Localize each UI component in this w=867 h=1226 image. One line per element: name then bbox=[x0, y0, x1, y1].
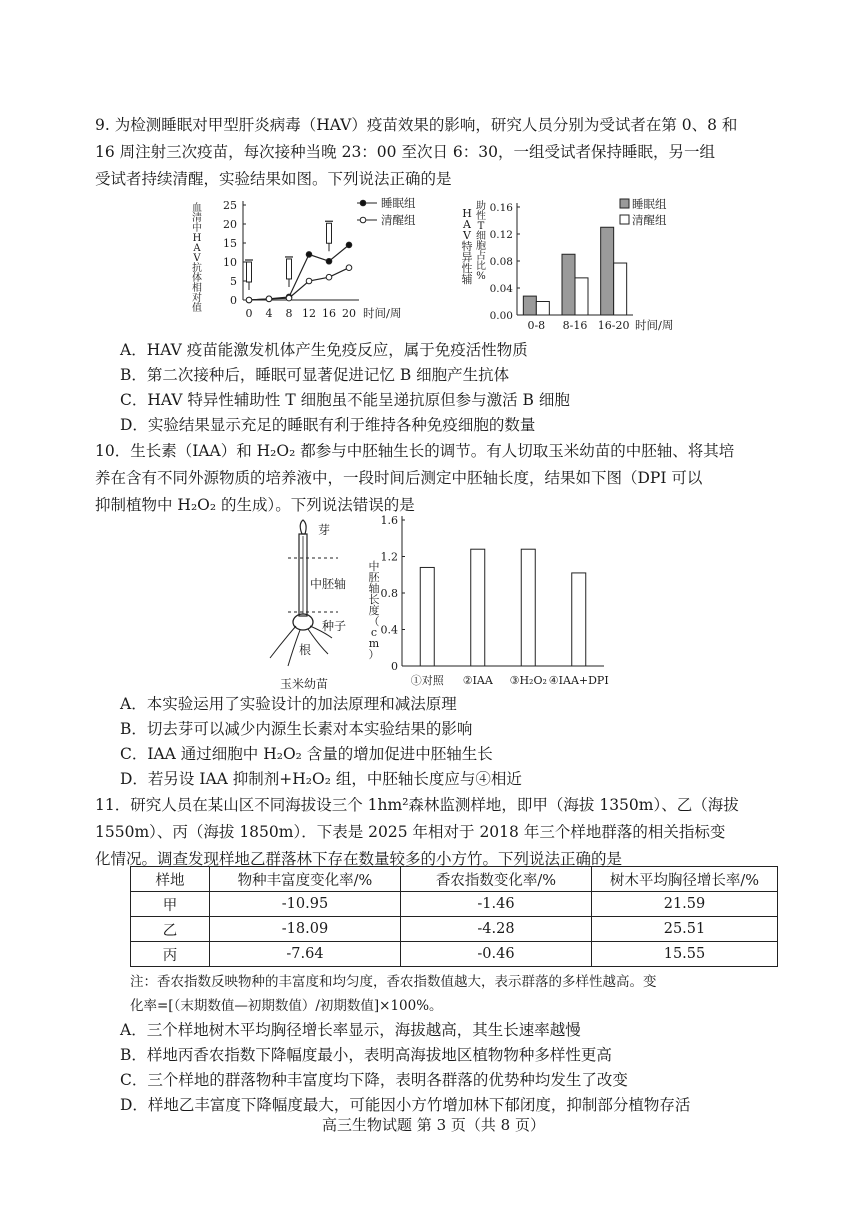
q11-option-c[interactable]: C．三个样地的群落物种丰富度均下降，表明各群落的优势种均发生了改变 bbox=[120, 1071, 628, 1089]
syringe-icon-barrel bbox=[327, 223, 332, 243]
table-cell: -10.95 bbox=[210, 892, 401, 917]
y-axis-label-col1 bbox=[462, 207, 473, 286]
q10-option-c[interactable]: C．IAA 通过细胞中 H₂O₂ 含量的增加促进中胚轴生长 bbox=[120, 745, 493, 763]
y-axis-label-col1-char: 性 bbox=[461, 262, 473, 275]
q9-line-3: 受试者持续清醒，实验结果如图。下列说法正确的是 bbox=[95, 170, 452, 188]
y-axis-label bbox=[192, 202, 202, 314]
y-tick-label: 10 bbox=[223, 256, 237, 269]
y-tick-label: 0.04 bbox=[489, 283, 513, 295]
seedling-caption: 玉米幼苗 bbox=[280, 677, 329, 691]
y-axis-label-col1-char: 辅 bbox=[461, 273, 473, 286]
question-9-stem bbox=[95, 112, 785, 193]
q10-line-2: 养在含有不同外源物质的培养液中，一段时间后测定中胚轴长度，结果如下图（DPI 可以 bbox=[95, 469, 703, 487]
table-note-line-2: 化率=[（末期数值—初期数值）/初期数值]×100%。 bbox=[130, 998, 443, 1014]
table-cell: 乙 bbox=[131, 917, 210, 942]
x-axis-label: 时间/周 bbox=[363, 306, 402, 320]
question-10-stem bbox=[95, 438, 785, 519]
data-point bbox=[246, 297, 252, 303]
table-cell: -4.28 bbox=[401, 917, 592, 942]
table-cell: 25.51 bbox=[592, 917, 778, 942]
y-tick-label: 5 bbox=[230, 275, 237, 288]
legend-label: 清醒组 bbox=[632, 213, 667, 227]
table-header: 香农指数变化率/% bbox=[401, 867, 592, 892]
y-axis-label-char: A bbox=[193, 243, 201, 254]
legend-label: 睡眠组 bbox=[381, 196, 416, 210]
y-tick-label: 15 bbox=[223, 237, 237, 250]
syringe-icon-barrel bbox=[247, 262, 252, 282]
table-cell: -1.46 bbox=[401, 892, 592, 917]
bar bbox=[614, 263, 627, 315]
y-axis-label-col2-char: 细 bbox=[476, 231, 486, 242]
table-cell: 15.55 bbox=[592, 942, 778, 967]
y-tick-label: 0.16 bbox=[489, 202, 513, 214]
syringe-icon bbox=[325, 221, 333, 251]
legend-swatch bbox=[620, 215, 629, 224]
y-axis-label-col2-char: % bbox=[476, 271, 486, 282]
y-axis-label-char: 轴 bbox=[368, 582, 380, 595]
y-axis-label-col2-char: 助 bbox=[476, 201, 486, 212]
y-axis-label-char: 抗 bbox=[192, 263, 202, 274]
table-row bbox=[131, 892, 778, 917]
bar bbox=[521, 549, 535, 666]
x-tick-label: 8 bbox=[285, 307, 293, 320]
y-tick-label: 0.8 bbox=[380, 587, 398, 600]
y-tick-label: 25 bbox=[223, 199, 237, 212]
y-axis-label-char: V bbox=[193, 253, 201, 264]
data-point bbox=[286, 295, 292, 301]
bar bbox=[562, 254, 575, 315]
y-axis-label-col2-char: T bbox=[477, 221, 485, 232]
y-tick-label: 0.4 bbox=[380, 623, 398, 637]
q10-line-3: 抑制植物中 H₂O₂ 的生成）。下列说法错误的是 bbox=[95, 496, 415, 514]
table-cell: -18.09 bbox=[210, 917, 401, 942]
y-tick-label: 0.08 bbox=[489, 256, 513, 268]
y-axis-label-char: （ bbox=[368, 615, 380, 628]
data-point bbox=[306, 252, 312, 258]
y-axis-label-col2-char: 比 bbox=[476, 261, 486, 272]
q10-line-1: 10．生长素（IAA）和 H₂O₂ 都参与中胚轴生长的调节。有人切取玉米幼苗的中胚轴、将其培 bbox=[95, 442, 735, 460]
y-axis-label-char: c bbox=[370, 626, 378, 639]
y-axis-label-col1-char: H bbox=[462, 207, 472, 220]
table-row bbox=[131, 942, 778, 967]
table-cell: -0.46 bbox=[401, 942, 592, 967]
y-tick-label: 0 bbox=[391, 660, 398, 673]
y-tick-label: 0 bbox=[230, 294, 237, 307]
table-note-line-1: 注：香农指数反映物种的丰富度和均匀度，香农指数值越大，表示群落的多样性越高。变 bbox=[130, 974, 657, 990]
y-axis-label-char: m bbox=[368, 637, 380, 650]
y-tick-label: 0.12 bbox=[489, 229, 513, 241]
y-axis-label-char: 对 bbox=[192, 293, 202, 304]
syringe-icon-barrel bbox=[287, 259, 292, 279]
q9-option-b[interactable]: B．第二次接种后，睡眠可显著促进记忆 B 细胞产生抗体 bbox=[120, 366, 510, 384]
x-tick-label: 0 bbox=[245, 307, 253, 320]
q10-option-b[interactable]: B．切去芽可以减少内源生长素对本实验结果的影响 bbox=[120, 720, 473, 738]
q11-option-d[interactable]: D．样地乙丰富度下降幅度最大，可能因小方竹增加林下郁闭度，抑制部分植物存活 bbox=[120, 1096, 691, 1114]
q11-option-a[interactable]: A．三个样地树木平均胸径增长率显示，海拔越高，其生长速率越慢 bbox=[120, 1021, 581, 1039]
y-axis-label-char: 度 bbox=[368, 604, 380, 617]
syringe-icon bbox=[285, 257, 293, 287]
bar bbox=[523, 296, 536, 315]
y-axis-label-col2-char: 胞 bbox=[476, 241, 486, 252]
bar bbox=[471, 549, 485, 666]
y-axis-label-col2-char: 性 bbox=[476, 211, 486, 222]
x-tick-label: ①对照 bbox=[410, 674, 444, 687]
y-axis-label-char: 胚 bbox=[368, 571, 380, 584]
x-tick-label: 4 bbox=[265, 307, 273, 320]
bar bbox=[420, 567, 434, 666]
series-line-1 bbox=[249, 245, 349, 300]
x-tick-label: ③H₂O₂ bbox=[509, 674, 547, 687]
table-cell: 21.59 bbox=[592, 892, 778, 917]
data-point bbox=[346, 242, 352, 248]
y-axis-label-col1-char: V bbox=[463, 229, 471, 242]
y-axis-label-col2-char: 占 bbox=[476, 251, 486, 262]
q10-option-a[interactable]: A．本实验运用了实验设计的加法原理和减法原理 bbox=[120, 695, 457, 713]
legend-marker bbox=[360, 200, 366, 206]
y-axis-label-col1-char: 特 bbox=[461, 240, 473, 253]
y-axis-label-char: 长 bbox=[368, 593, 380, 606]
q11-line-1: 11．研究人员在某山区不同海拔设三个 1hm²森林监测样地，即甲（海拔 1350m）、乙（海拔 bbox=[95, 796, 739, 814]
y-tick-label: 1.2 bbox=[380, 550, 398, 564]
y-tick-label: 0.00 bbox=[489, 310, 513, 322]
q10-option-d[interactable]: D．若另设 IAA 抑制剂+H₂O₂ 组，中胚轴长度应与④相近 bbox=[120, 770, 522, 788]
y-axis-label-char: 中 bbox=[192, 223, 202, 234]
y-axis-label-col1-char: A bbox=[463, 218, 471, 231]
x-tick-label: 16-20 bbox=[597, 319, 630, 332]
x-tick-label: 20 bbox=[342, 307, 356, 320]
table-row bbox=[131, 917, 778, 942]
y-axis-label-col2 bbox=[476, 199, 486, 282]
q11-option-b[interactable]: B．样地丙香农指数下降幅度最小，表明高海拔地区植物物种多样性更高 bbox=[120, 1046, 612, 1064]
question-11-stem bbox=[95, 792, 785, 873]
table-header: 物种丰富度变化率/% bbox=[210, 867, 401, 892]
y-axis-label-char: 体 bbox=[192, 273, 202, 284]
data-point bbox=[326, 258, 332, 264]
y-axis-label-char: 相 bbox=[192, 283, 202, 294]
q9-option-d[interactable]: D．实验结果显示充足的睡眠有利于维持各种免疫细胞的数量 bbox=[120, 416, 536, 434]
root-label: 根 bbox=[299, 643, 312, 657]
bar bbox=[572, 573, 586, 666]
y-axis-label bbox=[369, 559, 381, 661]
y-axis-label-char: H bbox=[192, 233, 202, 244]
x-tick-label: 8-16 bbox=[562, 319, 588, 332]
x-tick-label: ④IAA+DPI bbox=[548, 674, 609, 687]
x-tick-label: 0-8 bbox=[527, 319, 546, 332]
x-tick-label: 12 bbox=[302, 307, 316, 320]
table-cell: 甲 bbox=[131, 892, 210, 917]
seed-label: 种子 bbox=[322, 619, 347, 633]
antibody-line-chart bbox=[185, 195, 425, 340]
y-tick-label: 20 bbox=[223, 218, 237, 231]
helper-t-cell-bar-chart bbox=[455, 195, 695, 340]
q9-line-2: 16 周注射三次疫苗，每次接种当晚 23：00 至次日 6：30，一组受试者保持睡眠，另一组 bbox=[95, 143, 715, 161]
x-axis-label: 时间/周 bbox=[635, 318, 674, 332]
y-axis-label-col1-char: 异 bbox=[461, 251, 473, 264]
table-cell: -7.64 bbox=[210, 942, 401, 967]
q9-line-1: 9. 为检测睡眠对甲型肝炎病毒（HAV）疫苗效果的影响，研究人员分别为受试者在第 0、8 和 bbox=[95, 116, 738, 134]
data-point bbox=[306, 278, 312, 284]
legend-swatch bbox=[620, 199, 629, 208]
x-tick-label: ②IAA bbox=[462, 674, 493, 687]
mesocotyl-length-bar-chart bbox=[358, 514, 618, 694]
data-point bbox=[266, 296, 272, 302]
legend-label: 清醒组 bbox=[381, 213, 416, 227]
y-axis-label-char: 清 bbox=[192, 213, 202, 224]
legend-marker bbox=[360, 217, 366, 223]
data-point bbox=[346, 265, 352, 271]
bar bbox=[575, 278, 588, 315]
table-header: 样地 bbox=[131, 867, 210, 892]
plot-indicator-table bbox=[130, 866, 778, 967]
q9-option-a[interactable]: A．HAV 疫苗能激发机体产生免疫反应，属于免疫活性物质 bbox=[120, 341, 528, 359]
legend-label: 睡眠组 bbox=[632, 197, 667, 211]
syringe-icon bbox=[245, 260, 253, 290]
table-cell: 丙 bbox=[131, 942, 210, 967]
bud-shape bbox=[300, 520, 306, 534]
y-tick-label: 1.6 bbox=[380, 514, 398, 527]
y-axis-label-char: ） bbox=[368, 648, 380, 661]
bud-label: 芽 bbox=[318, 523, 331, 537]
series-line-2 bbox=[249, 268, 349, 300]
y-axis-label-char: 中 bbox=[368, 560, 380, 573]
q11-line-3: 化情况。调查发现样地乙群落林下存在数量较多的小方竹。下列说法正确的是 bbox=[95, 850, 623, 868]
q11-line-2: 1550m）、丙（海拔 1850m）．下表是 2025 年相对于 2018 年三个样地群落的相关指标变 bbox=[95, 823, 726, 841]
page-footer: 高三生物试题 第 3 页（共 8 页） bbox=[322, 1116, 545, 1134]
data-point bbox=[326, 274, 332, 280]
x-tick-label: 16 bbox=[322, 307, 336, 320]
bar bbox=[536, 302, 549, 316]
bar bbox=[601, 227, 614, 315]
y-axis-label-char: 值 bbox=[192, 303, 202, 314]
mesocotyl-label: 中胚轴 bbox=[310, 577, 347, 591]
y-axis-label-char: 血 bbox=[192, 203, 202, 214]
table-header: 树木平均胸径增长率/% bbox=[592, 867, 778, 892]
table-header-row bbox=[131, 867, 778, 892]
q9-option-c[interactable]: C．HAV 特异性辅助性 T 细胞虽不能呈递抗原但参与激活 B 细胞 bbox=[120, 391, 570, 409]
